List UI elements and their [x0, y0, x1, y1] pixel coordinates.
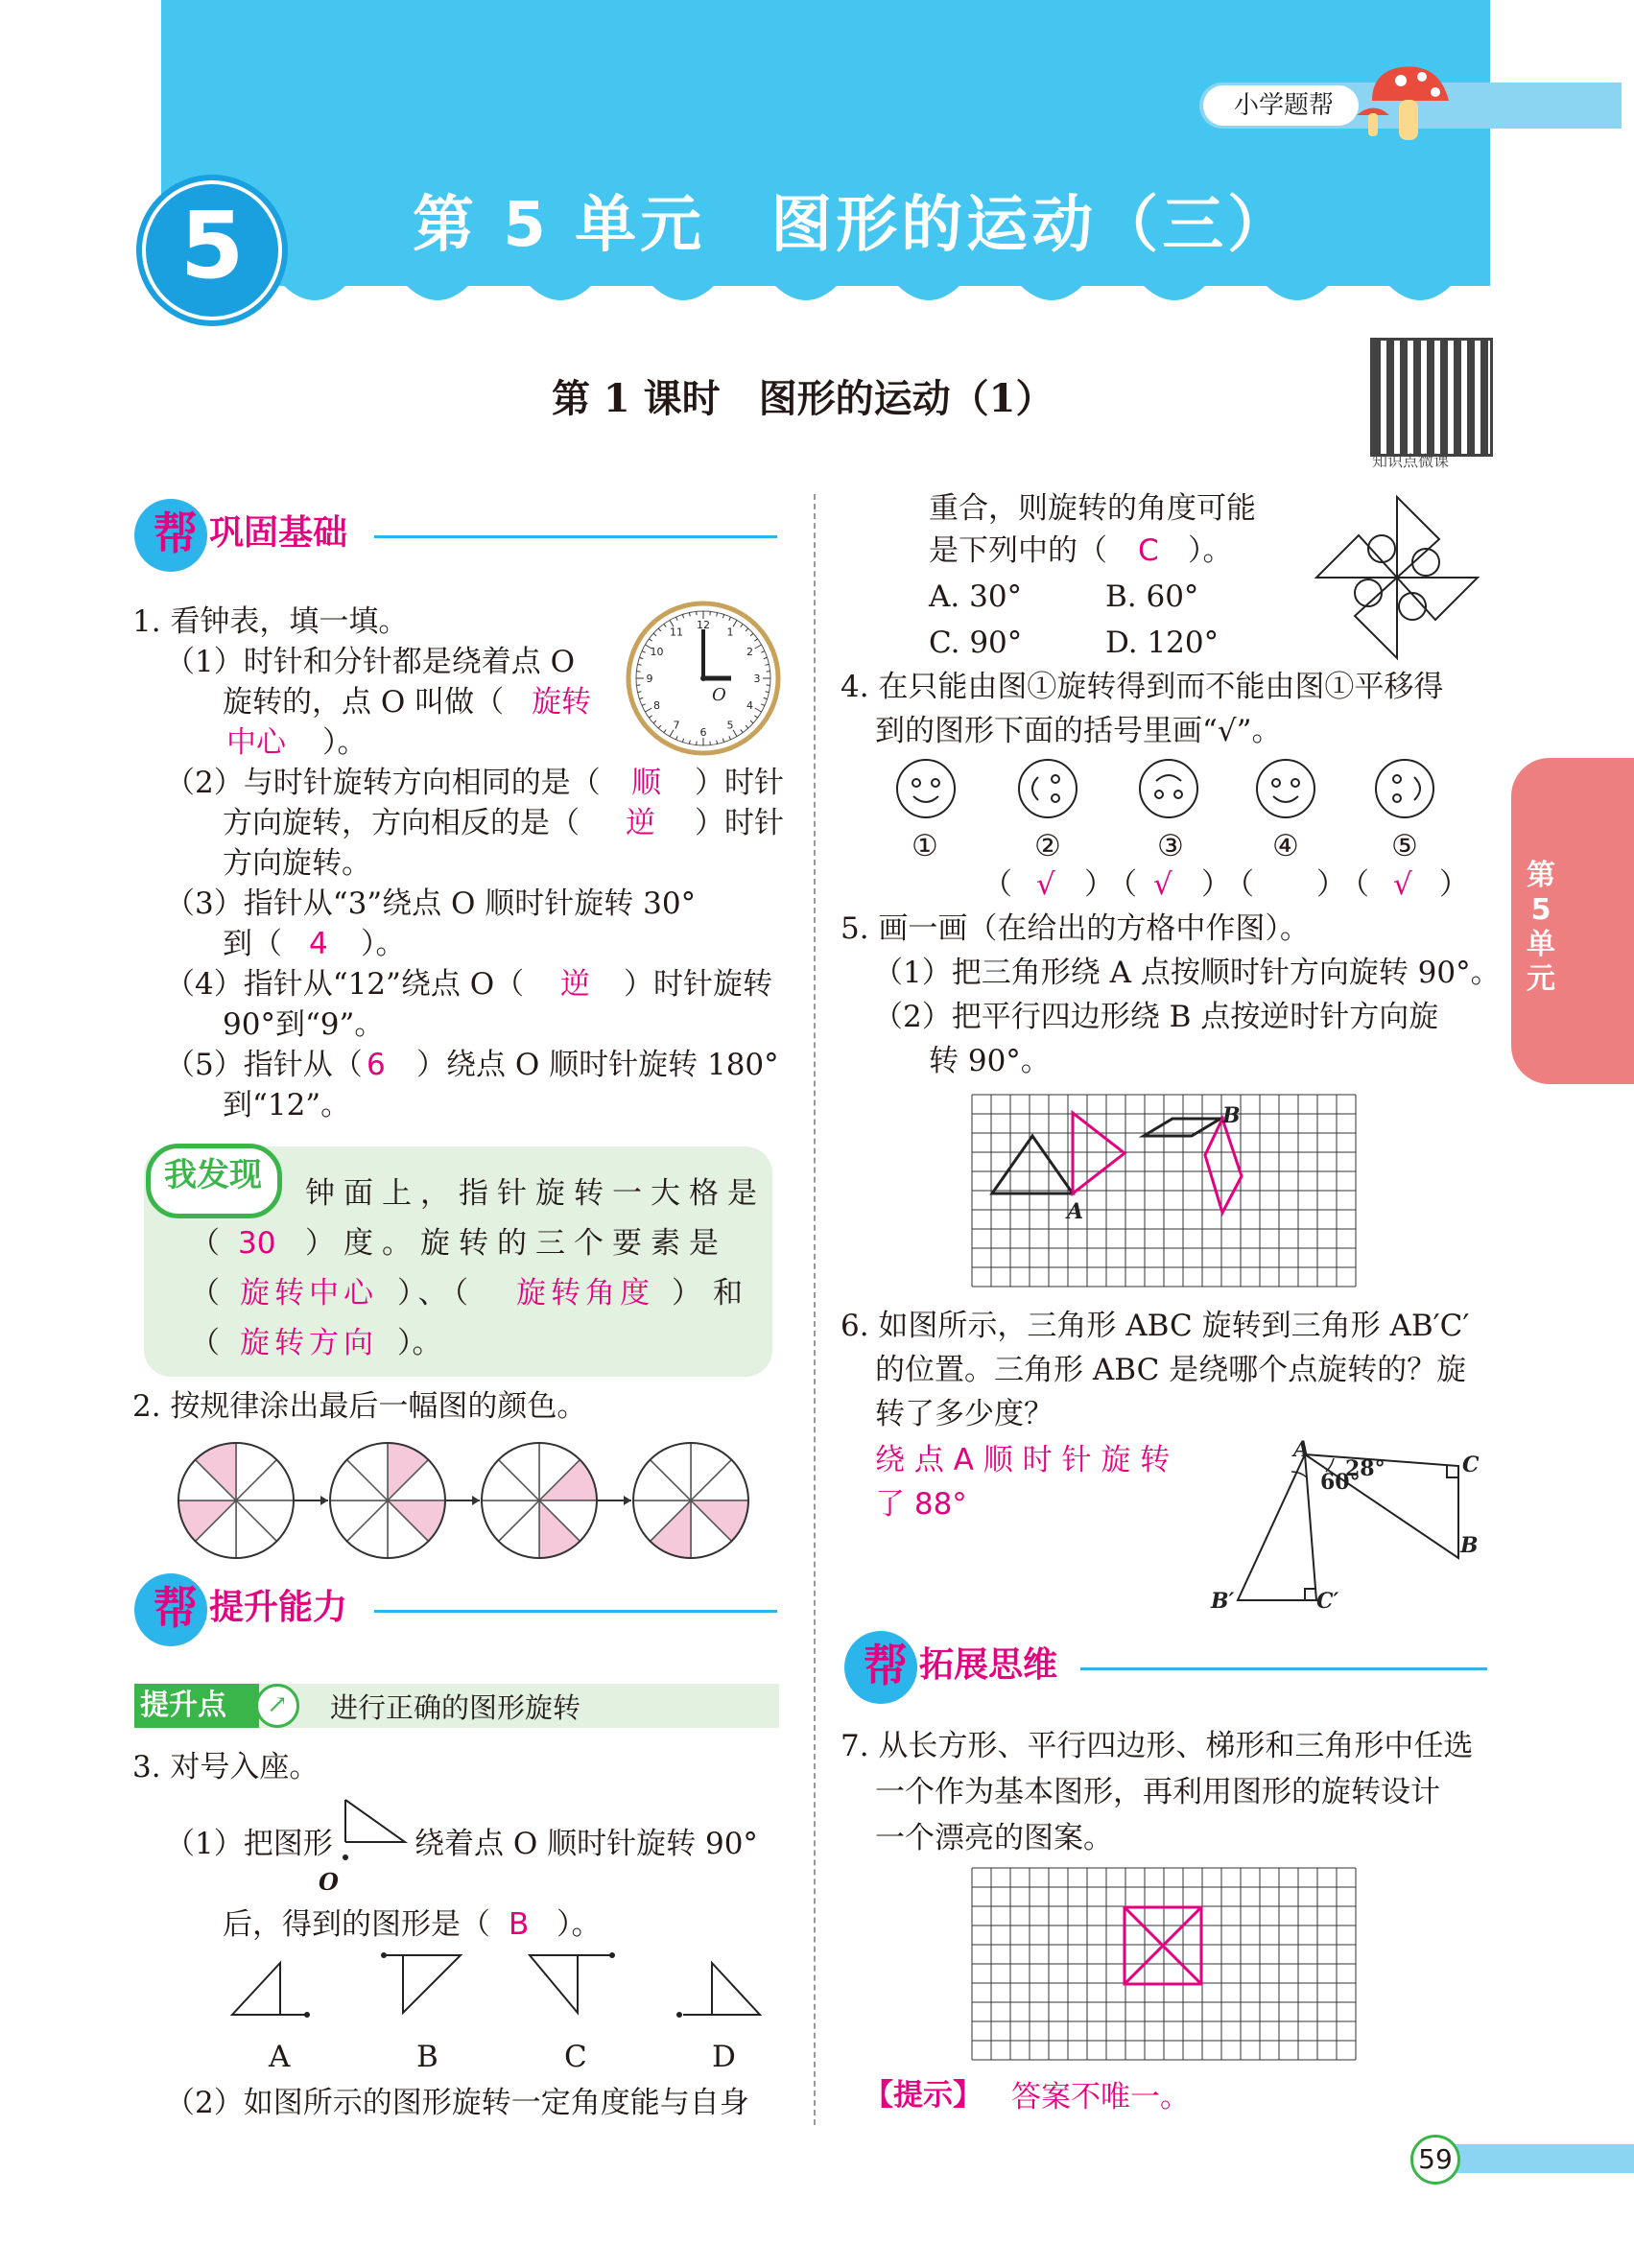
q1-stem: 1. 看钟表，填一填。	[132, 604, 409, 639]
q4-paren-close-4: ）	[1439, 867, 1469, 902]
section-bang: 帮	[154, 1582, 198, 1634]
q1-p4a: （4）指针从“12”绕点 O（	[165, 967, 525, 1002]
q3-p1a: （1）把图形	[165, 1827, 333, 1861]
q6-answer-1: 绕 点 A 顺 时 针 旋 转	[875, 1443, 1171, 1477]
q7-l1: 7. 从长方形、平行四边形、梯形和三角形中任选	[841, 1729, 1474, 1763]
q1-p2a: （2）与时针旋转方向相同的是（	[165, 766, 601, 800]
discover-l1: 钟面上，指针旋转一大格是	[305, 1176, 766, 1211]
q3-o-label: O	[319, 1868, 339, 1896]
discover-l3b: ）、（	[397, 1276, 474, 1311]
qr-caption: 知识点微课	[1372, 452, 1450, 470]
q1-answer-4: 逆	[560, 967, 590, 1002]
q3-p1d: ）。	[557, 1907, 602, 1942]
q7-hint-tag: 【提示】	[864, 2078, 983, 2113]
q6-label-a: A	[1293, 1437, 1311, 1462]
unit-title: 第 5 单元 图形的运动（三）	[413, 190, 1293, 261]
q1-p3c: ）。	[361, 927, 406, 961]
q6-l2: 的位置。三角形 ABC 是绕哪个点旋转的？旋	[875, 1353, 1467, 1387]
q3-stem: 3. 对号入座。	[132, 1750, 320, 1784]
q1-p2e: 方向旋转。	[223, 846, 371, 881]
q7-l3: 一个漂亮的图案。	[875, 1821, 1113, 1855]
q4-label-1: ①	[912, 829, 938, 863]
q1-p4c: 90°到“9”。	[223, 1007, 385, 1042]
q1-p4b: ）时针旋转	[624, 967, 772, 1002]
q6-angle-28: 28°	[1345, 1456, 1385, 1481]
q1-p1a: （1）时针和分针都是绕着点 O	[165, 645, 575, 679]
banner-wave	[134, 259, 1497, 317]
q6-label-b1: B′	[1211, 1589, 1235, 1614]
brand-name: 小学题帮	[1233, 91, 1334, 120]
q4-label-4: ④	[1272, 829, 1299, 863]
q4-answer-5: √	[1393, 867, 1412, 902]
section-improve-header	[134, 1573, 787, 1641]
q4-label-5: ⑤	[1391, 829, 1418, 863]
q4-paren-open-2: （	[1107, 867, 1137, 902]
unit-side-tab-label: 第5单元	[1527, 859, 1555, 996]
discover-answer-3: 旋转角度	[516, 1276, 654, 1311]
clock-number: 2	[746, 646, 753, 658]
discover-answer-1: 30	[238, 1226, 276, 1261]
q1-p5c: 到“12”。	[223, 1088, 351, 1122]
q3-choice-c: C. 90°	[929, 626, 1023, 660]
q4-paren-open-3: （	[1224, 867, 1254, 902]
q1-answer-2a: 顺	[631, 766, 661, 800]
discover-l4b: ）。	[397, 1326, 442, 1360]
section-basics-label: 巩固基础	[209, 513, 348, 553]
section-bang: 帮	[154, 508, 198, 559]
q5-l2: （1）把三角形绕 A 点按顺时针方向旋转 90°。	[873, 956, 1501, 990]
section-line	[1080, 1667, 1487, 1670]
q1-answer-1a: 旋转	[532, 685, 591, 720]
q1-p1c: ）。	[322, 725, 367, 760]
q6-answer-2: 了 88°	[875, 1487, 967, 1522]
q6-label-c: C	[1462, 1453, 1480, 1477]
page-number: 59	[1418, 2143, 1453, 2175]
q1-p1b: 旋转的，点 O 叫做（	[223, 685, 505, 720]
q3-choice-b: B. 60°	[1105, 579, 1199, 614]
section-line	[374, 1610, 777, 1613]
q3-p2b: 重合，则旋转的角度可能	[929, 491, 1256, 526]
q7-grid	[971, 1867, 1357, 2063]
discover-answer-4: 旋转方向	[240, 1326, 378, 1360]
q3-p2d: ）。	[1188, 533, 1233, 568]
column-divider	[814, 494, 816, 2125]
q6-triangle-figure	[1199, 1439, 1487, 1631]
q6-l1: 6. 如图所示，三角形 ABC 旋转到三角形 AB′C′	[841, 1309, 1470, 1343]
q4-l2: 到的图形下面的括号里画“√”。	[875, 714, 1282, 748]
q1-p2b: ）时针	[695, 766, 784, 800]
q5-l1: 5. 画一画（在给出的方格中作图）。	[841, 911, 1310, 946]
qr-code[interactable]	[1370, 338, 1493, 457]
clock-number: 11	[670, 626, 683, 639]
clock-number: 10	[650, 646, 664, 658]
q4-answer-3: √	[1153, 867, 1172, 902]
q6-l3: 转了多少度？	[875, 1397, 1054, 1431]
q4-paren-open-1: （	[983, 867, 1012, 902]
q1-answer-1b: 中心	[226, 725, 286, 760]
q1-answer-2b: 逆	[626, 806, 655, 840]
q3-p2: （2）如图所示的图形旋转一定角度能与自身	[165, 2086, 749, 2120]
q1-p5b: ）绕点 O 顺时针旋转 180°	[416, 1048, 779, 1082]
q4-paren-open-4: （	[1339, 867, 1369, 902]
q3-answer-1: B	[509, 1907, 530, 1942]
discover-l3c: ）和	[672, 1276, 754, 1311]
q3-option-d: D	[712, 2040, 736, 2074]
q3-choice-d: D. 120°	[1105, 626, 1220, 660]
section-improve-label: 提升能力	[209, 1588, 348, 1627]
discover-l4a: （	[190, 1326, 220, 1360]
q1-answer-3: 4	[309, 927, 328, 961]
q3-option-a: A	[269, 2040, 291, 2074]
clock-number: 12	[697, 619, 710, 631]
q1-p5a: （5）指针从（	[165, 1048, 363, 1082]
q1-p2d: ）时针	[695, 806, 784, 840]
q5-l4: 转 90°。	[929, 1044, 1051, 1078]
knowledge-point-text: 进行正确的图形旋转	[330, 1691, 581, 1724]
q5-label-a: A	[1067, 1199, 1084, 1224]
q1-p3a: （3）指针从“3”绕点 O 顺时针旋转 30°	[165, 886, 697, 921]
q1-p3b: 到（	[223, 927, 282, 961]
q4-label-3: ③	[1157, 829, 1184, 863]
discover-l3a: （	[190, 1276, 220, 1311]
clock-center-label: O	[712, 685, 726, 705]
section-line	[374, 535, 777, 538]
discover-answer-2: 旋转中心	[240, 1276, 378, 1311]
q3-choice-a: A. 30°	[929, 579, 1023, 614]
q5-label-b: B	[1222, 1103, 1241, 1128]
q5-l3: （2）把平行四边形绕 B 点按逆时针方向旋	[873, 1000, 1439, 1034]
page-bar	[1439, 2144, 1634, 2173]
q3-answer-2: C	[1138, 533, 1159, 568]
q4-paren-close-3: ）	[1316, 867, 1346, 902]
q5-grid	[971, 1094, 1357, 1289]
q3-option-c: C	[564, 2040, 587, 2074]
q2-stem: 2. 按规律涂出最后一幅图的颜色。	[132, 1389, 587, 1424]
mushroom-icon	[1353, 58, 1458, 154]
discover-l2a: （	[190, 1226, 220, 1261]
q1-answer-5: 6	[367, 1048, 386, 1082]
q3-p1b: 绕着点 O 顺时针旋转 90°	[414, 1827, 758, 1861]
q1-p2c: 方向旋转，方向相反的是（	[223, 806, 580, 840]
clock-number: 1	[726, 626, 734, 639]
q3-options-figures	[223, 1948, 779, 2034]
q4-l1: 4. 在只能由图①旋转得到而不能由图①平移得	[841, 670, 1444, 704]
unit-number: 5	[179, 192, 245, 299]
clock-number: 9	[646, 673, 653, 685]
q4-paren-close-2: ）	[1201, 867, 1231, 902]
knowledge-point-tag-text: 提升点	[140, 1689, 226, 1722]
section-expand-header	[844, 1631, 1497, 1698]
q6-label-c1: C′	[1316, 1589, 1339, 1614]
q4-faces	[892, 758, 1449, 825]
lesson-title: 第 1 课时 图形的运动（1）	[552, 376, 1054, 421]
arrow-glyph-icon: ↗	[267, 1690, 288, 1719]
clock-number: 4	[746, 699, 753, 712]
pinwheel-figure	[1311, 491, 1483, 664]
clock-number: 5	[726, 719, 734, 732]
q3-p1c: 后，得到的图形是（	[223, 1907, 490, 1942]
clock-number: 3	[753, 673, 761, 685]
q3-base-figure	[336, 1794, 413, 1871]
discover-badge-text: 我发现	[164, 1156, 262, 1194]
clock-number: 6	[699, 726, 707, 739]
q3-p2c: 是下列中的（	[929, 533, 1107, 568]
q3-option-b: B	[416, 2040, 438, 2074]
q6-label-b: B	[1460, 1533, 1479, 1558]
section-basics-header	[134, 499, 787, 566]
discover-l2b: ）度。旋转的三个要素是	[305, 1226, 727, 1261]
q7-l2: 一个作为基本图形，再利用图形的旋转设计	[875, 1775, 1440, 1809]
clock-figure	[626, 601, 781, 756]
q7-hint: 答案不唯一。	[1011, 2080, 1190, 2114]
clock-number: 7	[673, 719, 680, 732]
q2-circle-sequence	[178, 1439, 773, 1564]
q4-paren-close-1: ）	[1084, 867, 1114, 902]
clock-number: 8	[653, 699, 661, 712]
section-bang: 帮	[864, 1640, 908, 1691]
section-expand-label: 拓展思维	[919, 1645, 1058, 1685]
q4-answer-2: √	[1036, 867, 1055, 902]
q6-angle-60: 60°	[1320, 1470, 1361, 1495]
q4-label-2: ②	[1034, 829, 1061, 863]
